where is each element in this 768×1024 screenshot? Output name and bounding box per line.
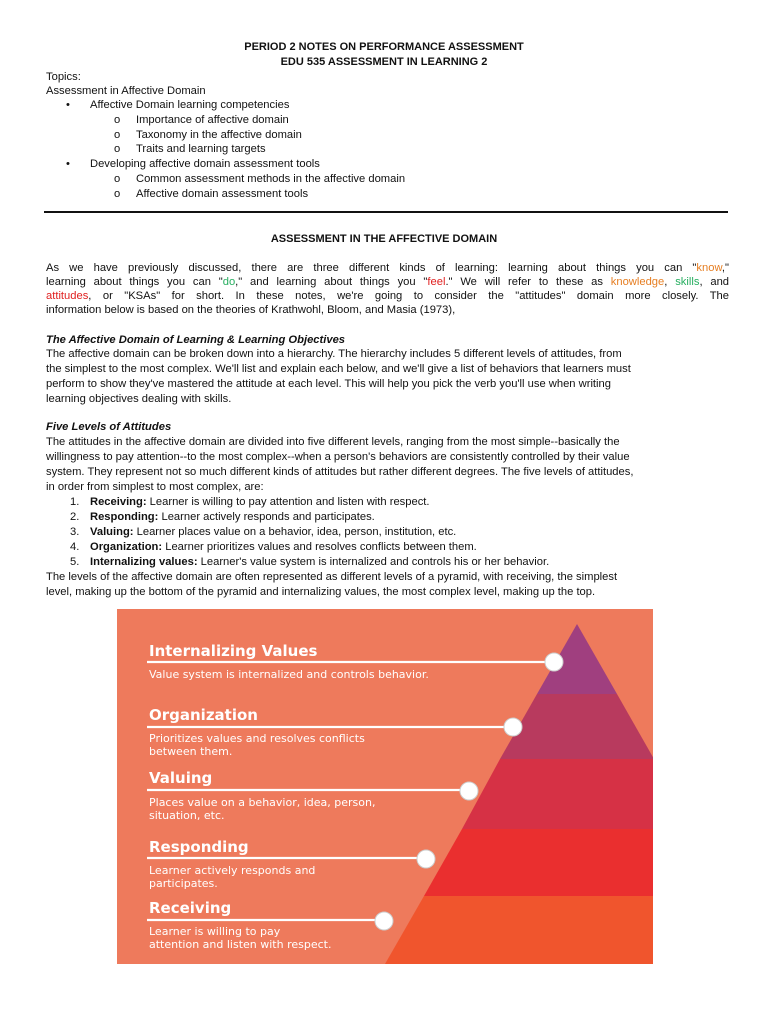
intro-text: ," and learning about things you " (235, 276, 428, 288)
topic-subitem-label: Importance of affective domain (136, 114, 289, 126)
connector-dot (460, 782, 478, 800)
topic-subitem-label: Traits and learning targets (136, 143, 266, 155)
intro-line-3 (46, 289, 729, 304)
list-number: 1. (70, 496, 80, 508)
course-title: EDU 535 ASSESSMENT IN LEARNING 2 (280, 56, 488, 68)
five-levels-line: willingness to pay attention--to the most complex--when a person's behaviors are consistently controlled by their value (46, 451, 630, 463)
intro-line-1 (46, 261, 729, 276)
sub-bullet-icon: o (114, 143, 121, 155)
level-title: Organization (149, 706, 258, 724)
level-description: Learner actively responds and (149, 864, 316, 877)
affective-pyramid-figure (117, 609, 653, 964)
keyword-knowledge: knowledge (610, 276, 665, 288)
intro-text: ," (721, 262, 729, 274)
five-levels-line: in order from simplest to most complex, are: (46, 481, 264, 493)
sub-bullet-icon: o (114, 173, 121, 185)
sub-bullet-icon: o (114, 129, 121, 141)
topic-subitem-label: Taxonomy in the affective domain (136, 129, 302, 141)
list-number: 4. (70, 541, 80, 553)
topics-subtitle: Assessment in Affective Domain (46, 85, 206, 97)
level-description: Places value on a behavior, idea, person, (149, 796, 376, 809)
document-title: PERIOD 2 NOTES ON PERFORMANCE ASSESSMENT (244, 41, 524, 53)
intro-text: , and (699, 276, 730, 288)
list-number: 3. (70, 526, 80, 538)
level-description: Prioritizes values and resolves conflicts (149, 732, 365, 745)
level-title: Internalizing Values (149, 642, 318, 660)
five-levels-heading: Five Levels of Attitudes (46, 421, 172, 433)
topic-subitem-label: Common assessment methods in the affective domain (136, 173, 406, 185)
intro-text: , (664, 276, 676, 288)
topic-item-label: Affective Domain learning competencies (90, 99, 290, 111)
section-divider (44, 211, 728, 213)
five-levels-line: The attitudes in the affective domain are divided into five different levels, ranging from the most simple--basically the (46, 436, 620, 448)
level-title: Responding (149, 838, 249, 856)
level-description: attention and listen with respect. (149, 938, 332, 951)
sub-bullet-icon: o (114, 114, 121, 126)
level-desc: Learner is willing to pay attention and listen with respect. (146, 496, 430, 508)
intro-line-2 (46, 275, 729, 290)
level-title: Valuing (149, 769, 213, 787)
five-levels-line: system. They represent not so much different kinds of attitudes but rather different degrees. The five levels of attitudes, (46, 466, 634, 478)
list-number: 5. (70, 556, 80, 568)
connector-dot (545, 653, 563, 671)
intro-text: As we have previously discussed, there are three different kinds of learning: learning about things you can " (46, 262, 697, 274)
level-term: Receiving: (90, 496, 147, 508)
level-description: Value system is internalized and controls behavior. (149, 668, 429, 681)
level-term: Organization: (90, 541, 163, 553)
level-desc: Learner prioritizes values and resolves conflicts between them. (162, 541, 477, 553)
bullet-icon: • (66, 158, 70, 170)
topic-subitem-label: Affective domain assessment tools (136, 188, 309, 200)
intro-line-4: information below is based on the theories of Krathwohl, Bloom, and Masia (1973), (46, 304, 456, 316)
level-description: participates. (149, 877, 218, 890)
level-term: Internalizing values: (90, 556, 198, 568)
sub-bullet-icon: o (114, 188, 121, 200)
keyword-know: know (696, 262, 722, 274)
level-desc: Learner's value system is internalized and controls his or her behavior. (197, 556, 550, 568)
intro-text: , or "KSAs" for short. In these notes, we're going to consider the "attitudes" domain more closely. The (88, 290, 729, 302)
pyramid-band-responding (424, 829, 653, 896)
level-desc: Learner places value on a behavior, idea, person, institution, etc. (133, 526, 457, 538)
level-title: Receiving (149, 899, 232, 917)
level-description: Learner is willing to pay (149, 925, 281, 938)
level-description: between them. (149, 745, 233, 758)
topic-item-label: Developing affective domain assessment tools (90, 158, 320, 170)
list-number: 2. (70, 511, 80, 523)
connector-dot (417, 850, 435, 868)
intro-text: ." We will refer to these as (445, 276, 611, 288)
keyword-do: do (222, 276, 236, 288)
keyword-attitudes: attitudes (46, 290, 89, 302)
affective-line: learning objectives dealing with skills. (46, 393, 232, 405)
keyword-feel: feel (427, 276, 446, 288)
closing-line: level, making up the bottom of the pyramid and internalizing values, the most complex level, making up the top. (46, 586, 596, 598)
keyword-skills: skills (675, 276, 700, 288)
connector-dot (375, 912, 393, 930)
level-description: situation, etc. (149, 809, 225, 822)
topics-label: Topics: (46, 71, 81, 83)
connector-dot (504, 718, 522, 736)
affective-heading: The Affective Domain of Learning & Learning Objectives (46, 334, 346, 346)
closing-line: The levels of the affective domain are often represented as different levels of a pyramid, with receiving, the simplest (46, 571, 618, 583)
affective-line: perform to show they've mastered the attitude at each level. This will help you pick the verb you'll use when writing (46, 378, 611, 390)
level-term: Responding: (90, 511, 159, 523)
level-term: Valuing: (90, 526, 134, 538)
pyramid-band-receiving (385, 896, 653, 964)
affective-line: The affective domain can be broken down into a hierarchy. The hierarchy includes 5 different levels of attitudes, from (46, 348, 622, 360)
bullet-icon: • (66, 99, 70, 111)
level-desc: Learner actively responds and participates. (158, 511, 375, 523)
intro-text: learning about things you can " (46, 276, 223, 288)
section-title: ASSESSMENT IN THE AFFECTIVE DOMAIN (270, 233, 498, 245)
affective-line: the simplest to the most complex. We'll list and explain each below, and we'll give a list of behaviors that learners must (46, 363, 631, 375)
